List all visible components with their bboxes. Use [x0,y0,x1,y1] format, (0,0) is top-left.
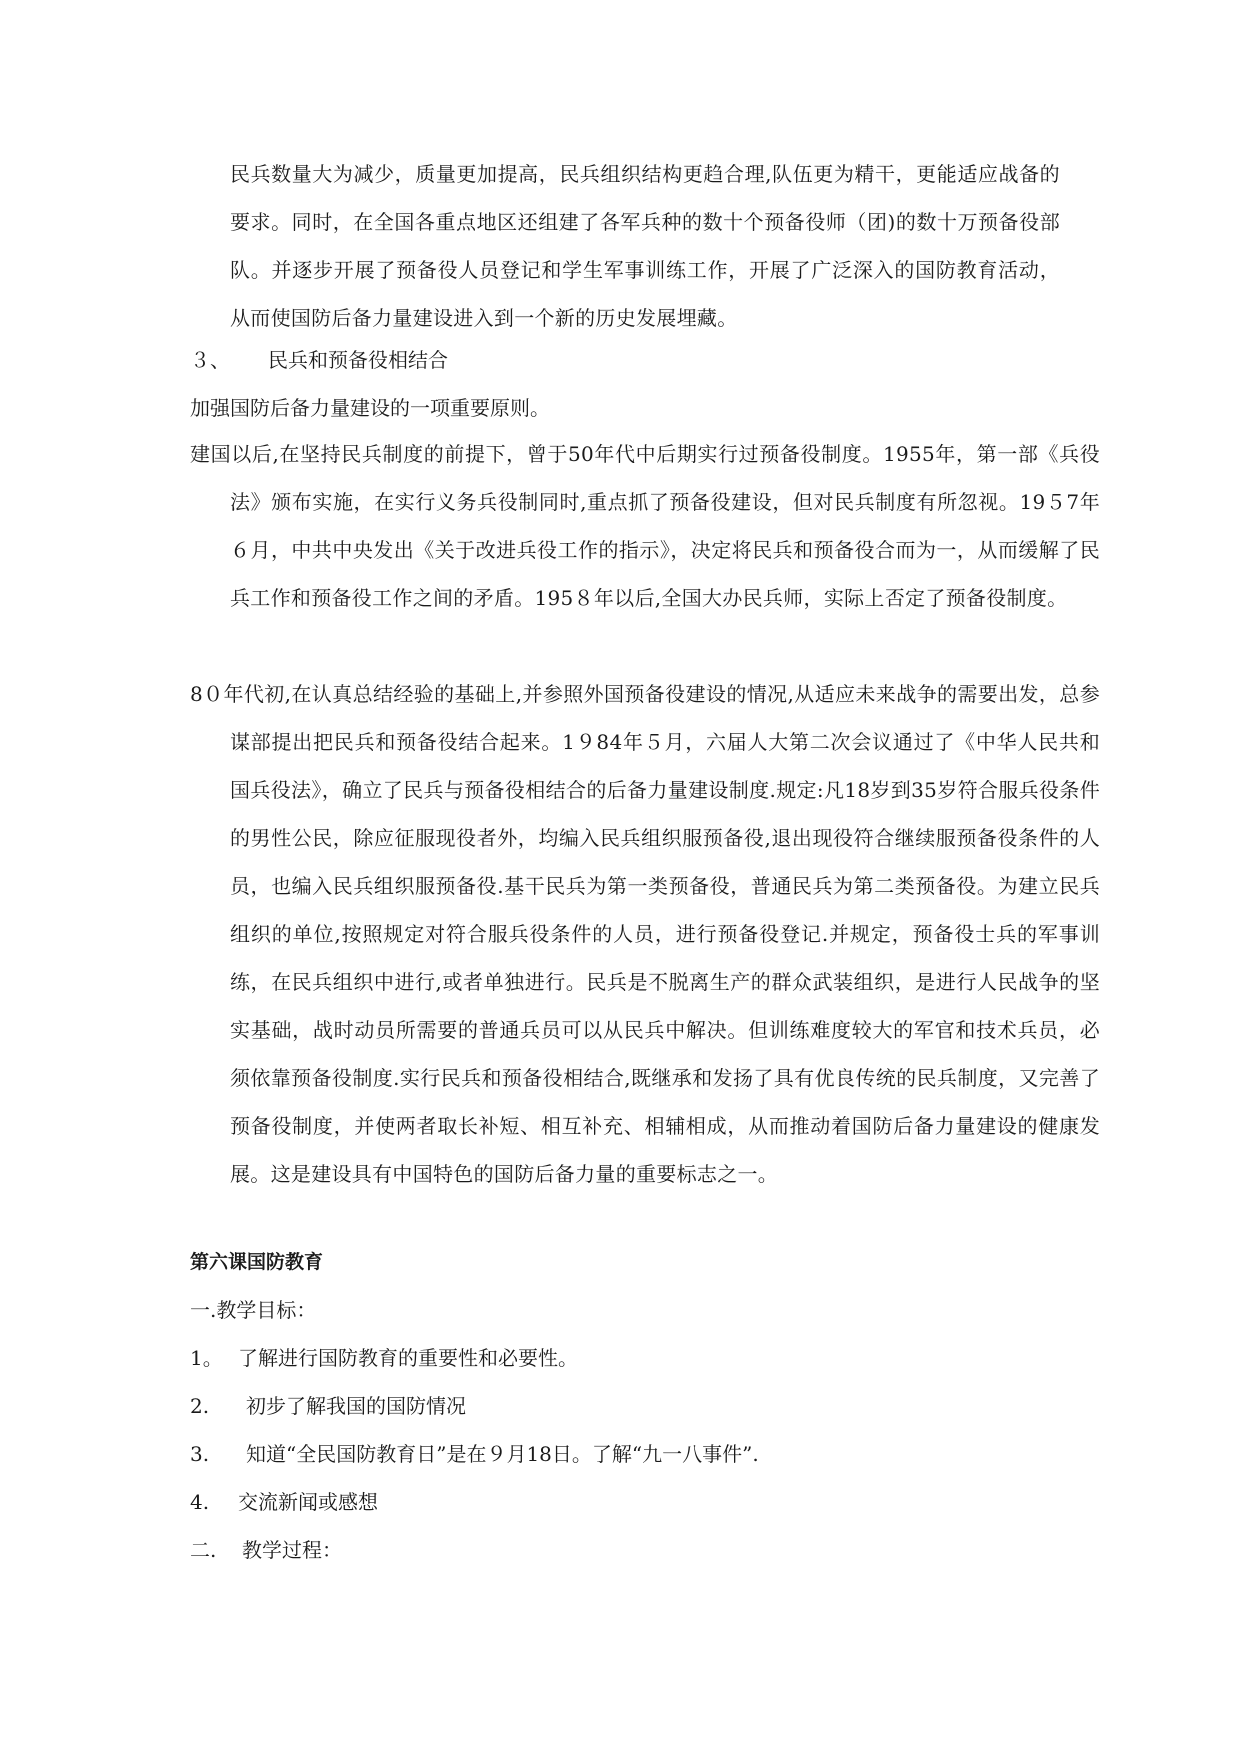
paragraph-continuation: 民兵数量大为减少，质量更加提高，民兵组织结构更趋合理,队伍更为精干，更能适应战备的要求。同时，在全国各重点地区还组建了各军兵种的数十个预备役师（团)的数十万预备役部队。并逐步开展了预备役人员登记和学生军事训练工作，开展了广泛深入的国防教育活动，从而使国防后备力量建设进入到一个新的历史发展埋藏。 [230,162,1060,330]
goal-text: 交流新闻或感想 [238,1490,378,1514]
goal-number: 1。 [190,1346,223,1370]
process-title: 教学过程： [242,1538,342,1562]
paragraph-founding: 建国以后,在坚持民兵制度的前提下，曾于50年代中后期实行过预备役制度。1955年，第一部《兵役法》颁布实施，在实行义务兵役制同时,重点抓了预备役建设，但对民兵制度有所忽视。19５7年６月，中共中央发出《关于改进兵役工作的指示》，决定将民兵和预备役合而为一，从而缓解了民兵工作和预备役工作之间的矛盾。195８年以后,全国大办民兵师，实际上否定了预备役制度。 [190,442,1100,610]
goal-item [190,1342,578,1374]
goal-item [190,1390,466,1422]
process-heading [190,1534,342,1566]
lesson-title: 第六课国防教育 [190,1251,324,1273]
principle-line: 加强国防后备力量建设的一项重要原则。 [190,396,550,420]
goal-number: 4. [190,1490,210,1514]
goal-text: 知道“全民国防教育日”是在９月18日。了解“九一八事件”. [246,1442,759,1466]
goal-number: 2. [190,1394,210,1418]
goal-item [190,1438,759,1470]
paragraph-1980s: 8０年代初,在认真总结经验的基础上,并参照外国预备役建设的情况,从适应未来战争的需要出发，总参谋部提出把民兵和预备役结合起来。1９84年５月，六届人大第二次会议通过了《中华人民共和国兵役法》，确立了民兵与预备役相结合的后备力量建设制度.规定:凡18岁到35岁符合服兵役条件的男性公民，除应征服现役者外，均编入民兵组织服预备役,退出现役符合继续服预备役条件的人员，也编入民兵组织服预备役.基干民兵为第一类预备役，普通民兵为第二类预备役。为建立民兵组织的单位,按照规定对符合服兵役条件的人员，进行预备役登记.并规定，预备役士兵的军事训练，在民兵组织中进行,或者单独进行。民兵是不脱离生产的群众武装组织，是进行人民战争的坚实基础，战时动员所需要的普通兵员可以从民兵中解决。但训练难度较大的军官和技术兵员，必须依靠预备役制度.实行民兵和预备役相结合,既继承和发扬了具有优良传统的民兵制度，又完善了预备役制度，并使两者取长补短、相互补充、相辅相成，从而推动着国防后备力量建设的健康发展。这是建设具有中国特色的国防后备力量的重要标志之一。 [190,682,1100,1186]
process-number: 二. [190,1538,217,1562]
goal-number: 3. [190,1442,210,1466]
section-3-heading [190,344,448,376]
goal-text: 了解进行国防教育的重要性和必要性。 [238,1346,578,1370]
goal-item [190,1486,378,1518]
section-3-title: 民兵和预备役相结合 [268,348,448,372]
goals-heading: 一.教学目标： [190,1298,317,1322]
section-3-number: ３、 [190,348,230,372]
goal-text: 初步了解我国的国防情况 [246,1394,466,1418]
